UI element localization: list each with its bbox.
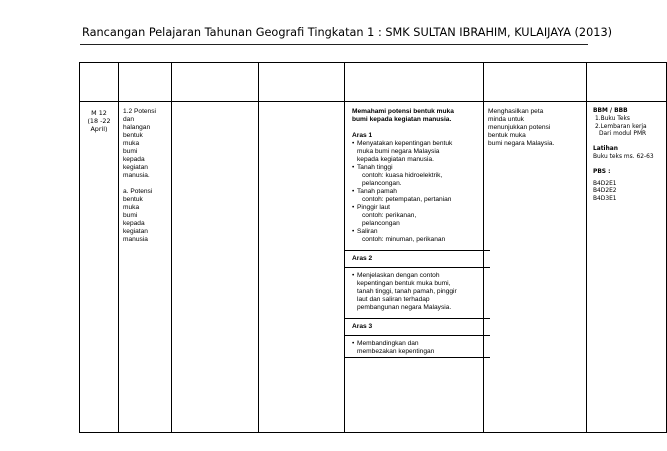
list-item-cont: tanah tinggi, tanah pamah, pinggir: [357, 288, 457, 295]
header-cell-4: [259, 63, 345, 102]
topic-line: bumi: [123, 148, 138, 155]
topic-line: dan: [123, 116, 135, 123]
list-item: • Menyatakan kepentingan bentuk: [352, 140, 453, 147]
list-item: • Pinggir laut: [352, 204, 390, 211]
list-item: • Menjelaskan dengan contoh: [352, 272, 440, 279]
outcome-line: minda untuk: [488, 116, 524, 123]
section-divider: [345, 318, 490, 319]
empty-cell-4: [259, 102, 345, 433]
pbs-code: B4D3E1: [593, 196, 617, 203]
list-item-cont: kepentingan bentuk muka bumi,: [357, 280, 451, 287]
list-item-cont: kepada kegiatan manusia.: [357, 156, 434, 163]
list-item-cont: membezakan kepentingan: [357, 348, 435, 355]
latihan-heading: Latihan: [593, 146, 618, 153]
subtopic-line: a. Potensi: [123, 188, 153, 195]
outcome-cell: [484, 102, 587, 433]
topic-line: muka: [123, 140, 140, 147]
topic-line: manusia.: [123, 172, 150, 179]
list-item-cont: pembangunan negara Malaysia.: [357, 304, 452, 311]
week-dates-start: (18 -22: [87, 117, 111, 125]
level-1-heading: Aras 1: [352, 132, 373, 139]
subtopic-line: kepada: [123, 220, 145, 227]
bbm-heading: BBM / BBB: [593, 108, 628, 114]
header-cell-1: [80, 63, 119, 102]
title-underline: [80, 44, 588, 45]
topic-line: kepada: [123, 156, 145, 163]
subtopic-line: bumi: [123, 212, 138, 219]
subtopic-line: kegiatan: [123, 228, 148, 235]
table-header-row: [80, 63, 667, 102]
subtopic-line: bentuk: [123, 196, 143, 203]
header-cell-2: [119, 63, 172, 102]
pbs-code: B4D2E1: [593, 180, 617, 187]
table-row: [80, 102, 667, 433]
outcome-line: Menghasilkan peta: [488, 108, 544, 115]
latihan-text: Buku teks ms. 62-63: [593, 153, 654, 160]
list-item-example: contoh: minuman, perikanan: [362, 236, 446, 243]
list-item: • Tanah tinggi: [352, 164, 393, 171]
resource-item: Dari modul PMR: [599, 131, 647, 138]
header-cell-3: [172, 63, 259, 102]
topic-line: bentuk: [123, 132, 143, 139]
header-cell-6: [484, 63, 587, 102]
list-item-example: contoh: petempatan, pertanian: [362, 196, 452, 203]
section-divider: [345, 250, 490, 251]
lesson-plan-table: [79, 62, 667, 433]
outcome-line: menunjukkan potensi: [488, 124, 551, 131]
level-2-heading: Aras 2: [352, 255, 373, 262]
header-cell-5: [345, 63, 484, 102]
resources-cell: [587, 102, 667, 433]
level-3-heading: Aras 3: [352, 323, 373, 330]
list-item: • Membandingkan dan: [352, 340, 419, 347]
section-divider: [345, 335, 490, 336]
list-item-cont: muka bumi negara Malaysia: [357, 148, 440, 155]
header-cell-7: [587, 63, 667, 102]
week-cell: [80, 102, 119, 433]
subtopic-line: manusia: [123, 236, 148, 243]
topic-cell: [119, 102, 172, 433]
subtopic-line: muka: [123, 204, 140, 211]
objective-title: Memahami potensi bentuk muka: [352, 108, 454, 115]
outcome-line: bumi negara Malaysia.: [488, 140, 555, 147]
topic-line: halangan: [123, 124, 151, 131]
topic-line: kegiatan: [123, 164, 148, 171]
pbs-heading: PBS :: [593, 168, 611, 175]
empty-cell-3: [172, 102, 259, 433]
objective-title: bumi kepada kegiatan manusia.: [352, 116, 452, 123]
pbs-code: B4D2E2: [593, 188, 617, 195]
resource-item: 2.Lembaran kerja: [595, 123, 647, 130]
week-number: M 12: [91, 109, 107, 117]
list-item-example: contoh: kuasa hidroelektrik,: [362, 172, 443, 179]
list-item: • Tanah pamah: [352, 188, 397, 195]
topic-line: 1.2 Potensi: [123, 108, 156, 115]
list-item-cont: laut dan saliran terhadap: [357, 296, 430, 303]
resource-item: 1.Buku Teks: [595, 115, 630, 122]
section-divider: [345, 267, 490, 268]
list-item-example: contoh: perikanan,: [362, 212, 417, 219]
section-divider: [345, 357, 490, 358]
list-item: • Saliran: [352, 228, 378, 235]
list-item-example: pelancongan: [362, 220, 400, 227]
week-dates-end: April): [90, 125, 108, 133]
page-title: Rancangan Pelajaran Tahunan Geografi Tingkatan 1 : SMK SULTAN IBRAHIM, KULAIJAYA (2013): [82, 26, 613, 39]
list-item-example: pelancongan.: [362, 180, 402, 187]
objectives-cell: [345, 102, 484, 433]
outcome-line: bentuk muka: [488, 132, 526, 139]
